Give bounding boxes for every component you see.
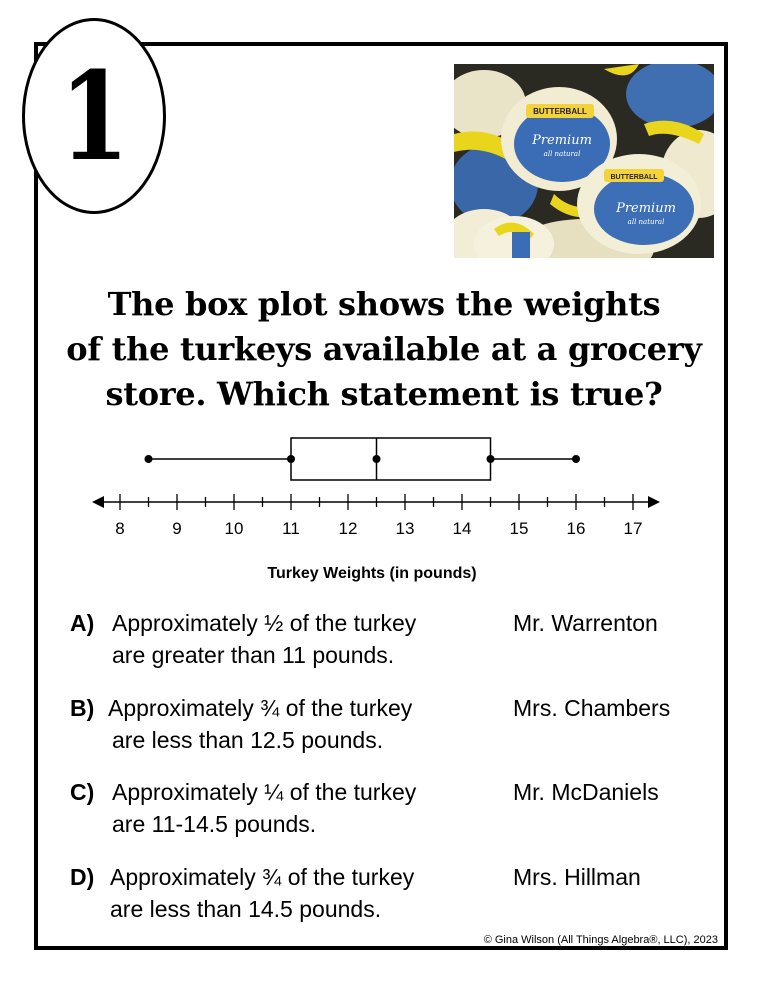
photo-brand-2: BUTTERBALL bbox=[610, 174, 658, 181]
copyright-notice: © Gina Wilson (All Things Algebra®, LLC), 2023 bbox=[483, 934, 718, 946]
option-d-line-1: Approximately ¾ of the turkey bbox=[110, 864, 415, 890]
photo-sub-1: all natural bbox=[543, 150, 581, 158]
iqr-box bbox=[291, 438, 491, 480]
option-c-line-1: Approximately ¼ of the turkey bbox=[112, 779, 417, 805]
box-plot-svg bbox=[80, 428, 680, 588]
option-b-line-1: Approximately ¾ of the turkey bbox=[108, 695, 413, 721]
option-b-name: Mrs. Chambers bbox=[513, 695, 671, 721]
tick-label: 9 bbox=[172, 519, 182, 538]
option-c-name: Mr. McDaniels bbox=[513, 779, 659, 805]
option-d[interactable] bbox=[70, 861, 710, 931]
option-a[interactable] bbox=[70, 607, 710, 677]
option-b-line-2: are less than 12.5 pounds. bbox=[112, 727, 384, 753]
option-b-text bbox=[108, 692, 488, 756]
option-a-letter: A) bbox=[70, 610, 95, 636]
photo-label-2: Premium bbox=[616, 201, 676, 216]
question-line-2: of the turkeys available at a grocery bbox=[66, 330, 702, 368]
option-a-text bbox=[112, 607, 492, 671]
option-a-line-1: Approximately ½ of the turkey bbox=[112, 610, 417, 636]
tick-label: 14 bbox=[452, 519, 472, 538]
question-line-1: The box plot shows the weights bbox=[107, 285, 661, 323]
median-point bbox=[373, 455, 381, 463]
tick-label: 10 bbox=[224, 519, 244, 538]
turkeys-in-packaging-photo bbox=[454, 64, 714, 258]
axis-ticks bbox=[115, 494, 642, 538]
question-line-3: store. Which statement is true? bbox=[105, 375, 663, 413]
option-c-letter: C) bbox=[70, 779, 95, 805]
axis-title: Turkey Weights (in pounds) bbox=[267, 565, 477, 582]
box-plot bbox=[80, 428, 680, 588]
q1-point bbox=[287, 455, 295, 463]
photo-brand-1: BUTTERBALL bbox=[533, 107, 587, 116]
number-line-left-arrow bbox=[92, 496, 104, 508]
option-d-text bbox=[110, 861, 490, 925]
option-b-letter: B) bbox=[70, 695, 95, 721]
tick-label: 8 bbox=[115, 519, 125, 538]
tick-label: 13 bbox=[395, 519, 415, 538]
tick-label: 11 bbox=[282, 519, 300, 538]
problem-number: 1 bbox=[59, 44, 129, 188]
min-point bbox=[145, 455, 153, 463]
tick-label: 12 bbox=[338, 519, 358, 538]
option-c[interactable] bbox=[70, 776, 710, 846]
number-line-right-arrow bbox=[648, 496, 660, 508]
option-d-line-2: are less than 14.5 pounds. bbox=[110, 896, 382, 922]
option-c-text bbox=[112, 776, 492, 840]
max-point bbox=[572, 455, 580, 463]
option-c-line-2: are 11-14.5 pounds. bbox=[112, 811, 317, 837]
tick-label: 15 bbox=[509, 519, 529, 538]
photo-sub-2: all natural bbox=[627, 218, 665, 226]
photo-label-1: Premium bbox=[532, 133, 592, 148]
question-text bbox=[34, 282, 734, 417]
tick-label: 17 bbox=[623, 519, 643, 538]
q3-point bbox=[487, 455, 495, 463]
option-b[interactable] bbox=[70, 692, 710, 762]
option-a-name: Mr. Warrenton bbox=[513, 610, 658, 636]
problem-number-badge bbox=[22, 18, 166, 214]
tick-label: 16 bbox=[566, 519, 586, 538]
option-d-letter: D) bbox=[70, 864, 95, 890]
option-d-name: Mrs. Hillman bbox=[513, 864, 641, 890]
option-a-line-2: are greater than 11 pounds. bbox=[112, 642, 395, 668]
